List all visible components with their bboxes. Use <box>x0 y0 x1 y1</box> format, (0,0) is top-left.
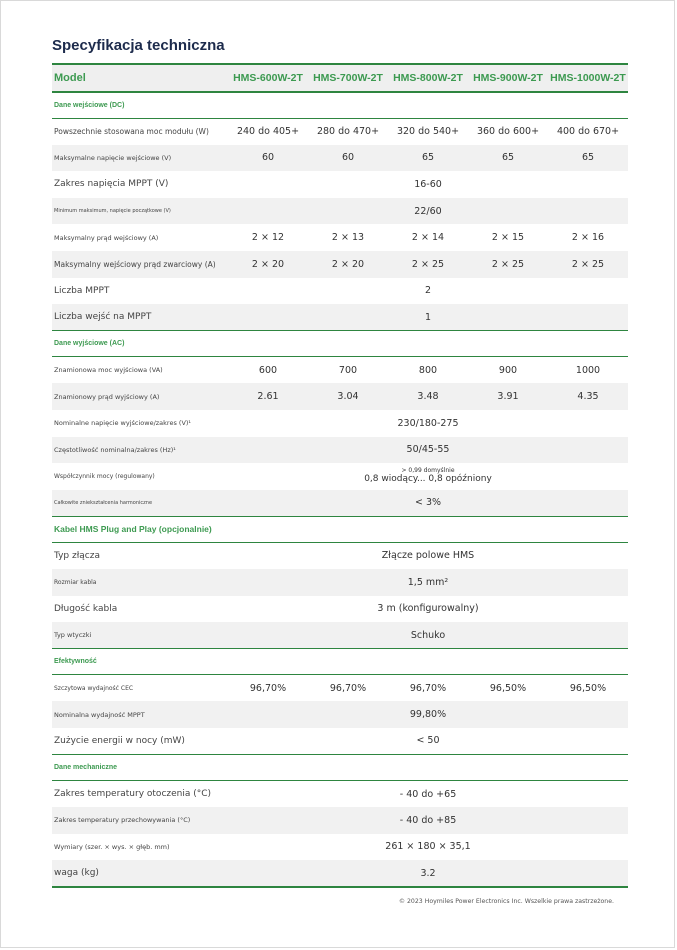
cell-value: < 3% <box>228 490 628 517</box>
cell-value: Schuko <box>228 622 628 649</box>
row-label: Znamionowy prąd wyjściowy (A) <box>52 383 228 410</box>
row-label: Zakres napięcia MPPT (V) <box>54 179 169 190</box>
cell-value: 400 do 670+ <box>556 126 620 138</box>
row-label: Zakres temperatury przechowywania (°C) <box>52 807 228 834</box>
cell-value: 96,50% <box>569 682 607 694</box>
cell-value: 800 <box>418 364 438 376</box>
cell-value: 2 × 25 <box>548 251 628 278</box>
cell-value: 65 <box>388 145 468 172</box>
table-row <box>52 304 628 331</box>
model-header: Model <box>54 72 86 84</box>
model-column-header: HMS-1000W-2T <box>550 72 626 84</box>
section-header-cable <box>52 516 628 542</box>
row-label: Maksymalny wejściowy prąd zwarciowy (A) <box>52 251 228 278</box>
cell-value: 4.35 <box>548 383 628 410</box>
row-label: Znamionowa moc wyjściowa (VA) <box>54 366 163 375</box>
table-row <box>52 251 628 278</box>
table-row <box>52 198 628 225</box>
section-header-ac <box>52 331 628 357</box>
spec-table <box>52 63 628 888</box>
table-row <box>52 357 628 384</box>
table-row <box>52 675 628 702</box>
table-row <box>52 780 628 807</box>
cell-value: 96,70% <box>249 682 287 694</box>
table-row <box>52 278 628 305</box>
table-row <box>52 622 628 649</box>
cell-value: 1 <box>228 304 628 331</box>
cell-value: 60 <box>308 145 388 172</box>
table-row <box>52 860 628 887</box>
cell-value: 261 × 180 × 35,1 <box>385 841 471 853</box>
table-row <box>52 834 628 861</box>
power-factor-default: > 0,99 domyślnie <box>401 467 455 475</box>
cell-value: 60 <box>228 145 308 172</box>
cell-value: 22/60 <box>228 198 628 225</box>
cell-value: 240 do 405+ <box>236 126 300 138</box>
model-column-header: HMS-600W-2T <box>233 72 303 84</box>
cell-value: 96,50% <box>489 682 527 694</box>
cell-value: 65 <box>548 145 628 172</box>
cell-value: 2 × 20 <box>228 251 308 278</box>
row-label: Wymiary (szer. × wys. × głęb. mm) <box>54 842 170 851</box>
section-header-efficiency <box>52 649 628 675</box>
cell-value: 3 m (konfigurowalny) <box>377 603 479 615</box>
cell-value: - 40 do +65 <box>399 788 457 800</box>
row-label: Nominalna wydajność MPPT <box>52 701 228 728</box>
cell-value: 2 × 25 <box>468 251 548 278</box>
table-row <box>52 437 628 464</box>
table-row <box>52 145 628 172</box>
row-label: Maksymalne napięcie wejściowe (V) <box>52 145 228 172</box>
table-row <box>52 542 628 569</box>
cell-value: 700 <box>338 364 358 376</box>
model-column-header: HMS-800W-2T <box>393 72 463 84</box>
model-column-header: HMS-900W-2T <box>473 72 543 84</box>
row-label: Minimum maksimum, napięcie początkowe (V) <box>52 198 228 225</box>
table-row <box>52 224 628 251</box>
table-row <box>52 410 628 437</box>
table-row <box>52 171 628 198</box>
cell-value: 900 <box>498 364 518 376</box>
table-row <box>52 596 628 623</box>
row-label: Rozmiar kabla <box>52 569 228 596</box>
power-factor-range: 0,8 wiodący... 0,8 opóźniony <box>364 474 492 485</box>
table-row <box>52 118 628 145</box>
section-title: Dane wejściowe (DC) <box>54 101 125 109</box>
cell-value: Złącze polowe HMS <box>381 550 475 562</box>
cell-value: 1000 <box>575 364 601 376</box>
cell-value: 2 × 20 <box>308 251 388 278</box>
cell-value: < 50 <box>416 735 440 747</box>
table-row <box>52 383 628 410</box>
row-label: Współczynnik mocy (regulowany) <box>54 472 155 480</box>
row-label: Typ wtyczki <box>52 622 228 649</box>
table-row <box>52 728 628 755</box>
row-label: Zużycie energii w nocy (mW) <box>54 735 185 746</box>
cell-value: 65 <box>468 145 548 172</box>
table-row <box>52 701 628 728</box>
cell-value: 99,80% <box>228 701 628 728</box>
cell-value: 3.04 <box>308 383 388 410</box>
cell-value: 96,70% <box>409 682 447 694</box>
section-header-mechanical <box>52 754 628 780</box>
cell-value: 600 <box>258 364 278 376</box>
row-label: Zakres temperatury otoczenia (°C) <box>54 789 212 800</box>
cell-value: 230/180-275 <box>397 417 459 429</box>
cell-value: - 40 do +85 <box>228 807 628 834</box>
cell-value: 2 × 15 <box>491 232 525 244</box>
cell-value: 2 × 14 <box>411 232 445 244</box>
cell-value: 2 <box>424 285 432 297</box>
row-label: Nominalne napięcie wyjściowe/zakres (V)¹ <box>54 419 192 428</box>
cell-value: 96,70% <box>329 682 367 694</box>
cell-value: 2 × 25 <box>388 251 468 278</box>
cell-value: 2 × 16 <box>571 232 605 244</box>
cell-value: 3.2 <box>228 860 628 887</box>
row-label: waga (kg) <box>52 860 228 887</box>
row-label: Szczytowa wydajność CEC <box>54 684 134 692</box>
cell-value: 320 do 540+ <box>396 126 460 138</box>
cell-value: 50/45-55 <box>228 437 628 464</box>
row-label: Całkowite zniekształcenia harmoniczne <box>52 490 228 517</box>
cell-value: 3.48 <box>388 383 468 410</box>
section-title: Dane mechaniczne <box>54 763 118 771</box>
cell-value: 1,5 mm² <box>228 569 628 596</box>
page-title: Specyfikacja techniczna <box>52 37 225 54</box>
table-row <box>52 463 628 490</box>
row-label: Maksymalny prąd wejściowy (A) <box>54 233 159 242</box>
section-title: Kabel HMS Plug and Play (opcjonalnie) <box>54 524 212 535</box>
cell-value: 2.61 <box>228 383 308 410</box>
section-title: Efektywność <box>54 658 97 666</box>
row-label: Typ złącza <box>54 550 100 561</box>
row-label: Częstotliwość nominalna/zakres (Hz)¹ <box>52 437 228 464</box>
row-label: Liczba MPPT <box>54 285 110 296</box>
table-row <box>52 490 628 517</box>
model-column-header: HMS-700W-2T <box>313 72 383 84</box>
cell-value: 2 × 12 <box>251 232 285 244</box>
table-row <box>52 807 628 834</box>
row-label: Liczba wejść na MPPT <box>52 304 228 331</box>
row-label: Powszechnie stosowana moc modułu (W) <box>54 127 209 137</box>
section-header-dc <box>52 92 628 118</box>
table-row <box>52 569 628 596</box>
header-row <box>52 64 628 92</box>
cell-value <box>228 463 628 490</box>
cell-value: 280 do 470+ <box>316 126 380 138</box>
copyright-footer: © 2023 Hoymiles Power Electronics Inc. Wszelkie prawa zastrzeżone. <box>398 898 614 905</box>
row-label: Długość kabla <box>54 603 118 614</box>
section-title: Dane wyjściowe (AC) <box>54 340 125 348</box>
cell-value: 3.91 <box>468 383 548 410</box>
cell-value: 360 do 600+ <box>476 126 540 138</box>
cell-value: 16-60 <box>414 178 442 190</box>
cell-value: 2 × 13 <box>331 232 365 244</box>
